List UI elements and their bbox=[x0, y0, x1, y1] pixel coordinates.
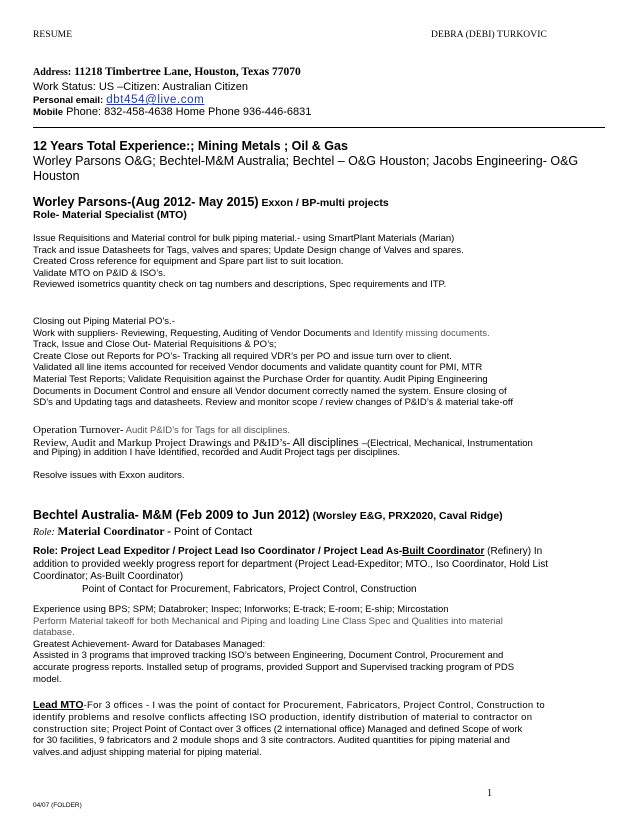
address-line bbox=[33, 66, 301, 78]
duty-item: Created Cross reference for equipment and Spare part list to suit location. bbox=[33, 256, 344, 268]
lead-role-line: addition to provided weekly progress report for department (Project Lead-Expeditor; MTO., Iso Coordinator, Hold List bbox=[33, 558, 549, 570]
address-value: 11218 Timbertree Lane, Houston, Texas 77070 bbox=[74, 66, 301, 78]
closeout-line: Work with suppliers- Reviewing, Requesting, Auditing of Vendor Documents and Identify missing documents. bbox=[33, 327, 490, 339]
experience-line: Experience using BPS; SPM; Databroker; Inspec; Inforworks; E-track; E-room; E-ship; Mircostation bbox=[33, 604, 449, 615]
header-left: RESUME bbox=[33, 30, 73, 40]
resolve-line: Resolve issues with Exxon auditors. bbox=[33, 470, 185, 481]
bechtel-role: Role: Material Coordinator - Point of Contact bbox=[33, 526, 253, 538]
lead-mto-line: construction site; Project Point of Contact over 3 offices (2 international office) Managed and defined Scope of work bbox=[33, 723, 523, 735]
achievement-line: Assisted in 3 programs that improved tracking ISO’s between Engineering, Document Control, Procurement and bbox=[33, 650, 504, 662]
footer-code: 04/07 (FOLDER) bbox=[33, 802, 82, 809]
closeout-line: SD’s and Updating tags and datasheets. Review and monitor scope / review changes of P&ID’s & material take-off bbox=[33, 397, 514, 409]
closeout-line: Track, Issue and Close Out- Material Requisitions & PO’s; bbox=[33, 339, 277, 351]
lead-mto-block bbox=[33, 700, 608, 759]
email-line bbox=[33, 94, 204, 106]
duty-item: Track and issue Datasheets for Tags, valves and spares; Update Design change of Valves and spares. bbox=[33, 244, 464, 256]
lead-mto-line: valves.and adjust shipping material for piping material. bbox=[33, 747, 262, 759]
closeout-title: Closing out Piping Material PO’s.- bbox=[33, 316, 175, 327]
address-label: Address: bbox=[33, 67, 72, 78]
worley-title-main: Worley Parsons-(Aug 2012- May 2015) bbox=[33, 195, 259, 209]
closeout-line: Documents in Document Control and ensure all Vendor document correctly named the system. Ensure closing of bbox=[33, 385, 507, 397]
employers-line-1: Worley Parsons O&G; Bechtel-M&M Australia; Bechtel – O&G Houston; Jacobs Engineering- O&G bbox=[33, 154, 579, 168]
worley-title-sub: Exxon / BP-multi projects bbox=[258, 197, 389, 209]
phone-value: Phone: 832-458-4638 Home Phone 936-446-6831 bbox=[63, 106, 312, 118]
duty-item: Validate MTO on P&ID & ISO’s. bbox=[33, 267, 166, 279]
email-link[interactable]: dbt454@live.com bbox=[106, 94, 205, 106]
divider bbox=[33, 127, 605, 128]
bechtel-details bbox=[33, 604, 608, 685]
worley-duties bbox=[33, 233, 608, 291]
achievement-line: accurate progress reports. Installed setup of programs, provided Support and Supervised tracking program of PDS bbox=[33, 661, 515, 673]
header-right: DEBRA (DEBI) TURKOVIC bbox=[431, 30, 547, 40]
takeoff-line: database. bbox=[33, 627, 75, 639]
lead-role-block bbox=[33, 546, 608, 596]
lead-mto-line: Lead MTO-For 3 offices - I was the point of contact for Procurement, Fabricators, Project Control, Construction to bbox=[33, 699, 545, 711]
duty-item: Issue Requisitions and Material control for bulk piping material.- using SmartPlant Materials (Marian) bbox=[33, 233, 455, 244]
lead-mto-line: for 30 facilities, 9 fabricators and 2 module shops and 3 site contractors. Audited quantities for piping material and bbox=[33, 735, 510, 747]
closeout-block bbox=[33, 316, 608, 409]
takeoff-line: Perform Material takeoff for both Mechanical and Piping and loading Line Class Spec and Qualities into material bbox=[33, 615, 503, 627]
employers-line-2: Houston bbox=[33, 169, 80, 183]
lead-role-line: Role: Project Lead Expeditor / Project Lead Iso Coordinator / Project Lead As-Built Coordinator (Refinery) In bbox=[33, 546, 543, 557]
lead-role-line: Coordinator; As-Built Coordinator) bbox=[33, 571, 184, 582]
work-status: Work Status: US –Citizen: Australian Citizen bbox=[33, 81, 248, 93]
phone-line bbox=[33, 106, 311, 118]
review-line-1: Review, Audit and Markup Project Drawings and P&ID’s- All disciplines –(Electrical, Mechanical, Instrumentation bbox=[33, 437, 533, 449]
duty-item: Reviewed isometrics quantity check on tag numbers and descriptions, Spec requirements and ITP. bbox=[33, 279, 447, 291]
experience-summary: 12 Years Total Experience:; Mining Metals ; Oil & Gas bbox=[33, 139, 348, 153]
achievement-line: Greatest Achievement- Award for Databases Managed: bbox=[33, 638, 266, 650]
page-number: 1 bbox=[487, 788, 492, 799]
closeout-line: Material Test Reports; Validate Requisition against the Purchase Order for quantity. Audit Piping Engineering bbox=[33, 373, 488, 385]
lead-mto-line: identify problems and resolve conflicts affecting ISO production, identify distribution of material to contractor on bbox=[33, 711, 533, 723]
email-label: Personal email: bbox=[33, 95, 104, 106]
bechtel-title: Bechtel Australia- M&M (Feb 2009 to Jun 2012) (Worsley E&G, PRX2020, Caval Ridge) bbox=[33, 508, 503, 522]
operation-turnover: Operation Turnover- Audit P&ID’s for Tags for all disciplines. bbox=[33, 424, 291, 436]
review-line-2: and Piping) in addition I have Identified, recorded and Audit Project tags per disciplines. bbox=[33, 447, 401, 458]
closeout-line: Create Close out Reports for PO’s- Tracking all required VDR’s per PO and issue turn over to client. bbox=[33, 350, 452, 362]
worley-role: Role- Material Specialist (MTO) bbox=[33, 209, 187, 221]
phone-label: Mobile bbox=[33, 107, 64, 118]
point-of-contact-line: Point of Contact for Procurement, Fabricators, Project Control, Construction bbox=[82, 583, 417, 595]
achievement-line: model. bbox=[33, 673, 62, 685]
closeout-line: Validated all line items accounted for received Vendor documents and validate quantity count for PMI, MTR bbox=[33, 362, 483, 374]
